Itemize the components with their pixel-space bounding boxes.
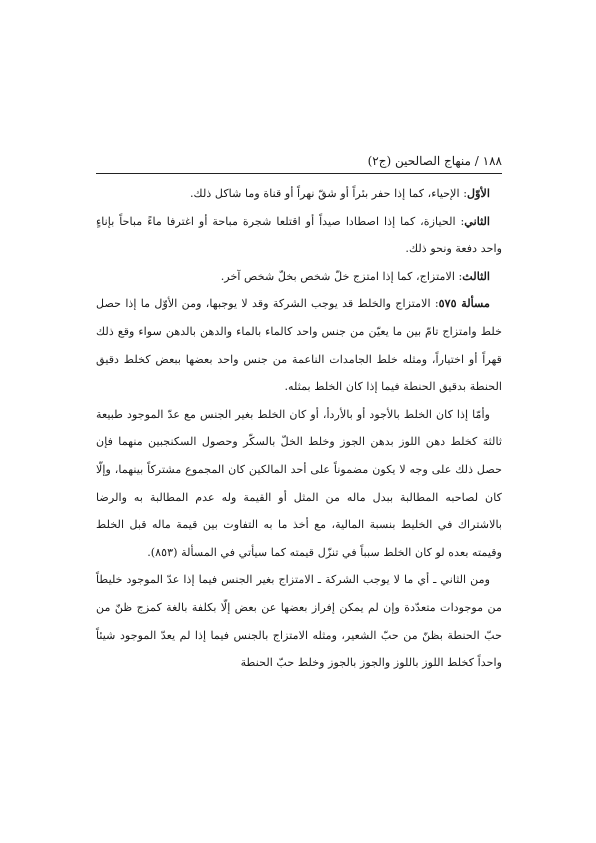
running-header: ١٨٨ / منهاج الصالحين (ج٢) bbox=[367, 154, 502, 168]
paragraph-text: : الإحياء، كما إذا حفر بئراً أو شقّ نهراً أو قناة وما شاكل ذلك. bbox=[189, 187, 467, 200]
paragraph-second-type bbox=[96, 566, 502, 676]
issue-number: مسألة ٥٧٥ bbox=[438, 296, 490, 311]
paragraph-second bbox=[96, 208, 502, 263]
paragraph-third bbox=[96, 263, 502, 291]
paragraph-first bbox=[96, 180, 502, 208]
paragraph-mixing-better bbox=[96, 401, 502, 567]
paragraph-text: : الحيازة، كما إذا اصطادا صيداً أو اقتلعا شجرة مباحة أو اغترفا ماءً مباحاً بإناءٍ واحد دفعة ونحو ذلك. bbox=[96, 214, 502, 256]
paragraph-text: ومن الثاني ـ أي ما لا يوجب الشركة ـ الامتزاج بغير الجنس فيما إذا عدّ الموجود خليطاً من موجودات متعدّدة وإن لم يمكن إفراز بعضها عن بعض إلّا بكلفة بالغة كمزج ظنّ من حبّ الحنطة بظنّ من حبّ الشعير، ومثله الامتزاج بالجنس فيما إذا لم يعدّ الموجود شيئاً واحداً كخلط اللوز باللوز والجوز بالجوز وخلط حبّ الحنطة bbox=[96, 573, 502, 670]
paragraph-text: : الامتزاج والخلط قد يوجب الشركة وقد لا يوجبها، ومن الأوّل ما إذا حصل خلط وامتزاج تامّ بين ما يعيّن من جنس واحد كالماء بالماء والدهن بالدهن سواء وقع ذلك قهراً أو اختياراً، ومثله خلط الجامدات الناعمة من جنس واحد بعضها ببعض كخلط دقيق الحنطة بدقيق الحنطة فيما إذا كان الخلط بمثله. bbox=[96, 297, 502, 394]
paragraph-text: : الامتزاج، كما إذا امتزج خلّ شخص بخلّ شخص آخر. bbox=[220, 269, 463, 283]
body-text bbox=[96, 180, 502, 677]
paragraph-text: وأمّا إذا كان الخلط بالأجود أو بالأردأ، أو كان الخلط بغير الجنس مع عدّ الموجود طبيعة ثالثة كخلط دهن اللوز بدهن الجوز وخلط الخلّ بالسكّر وحصول السكنجبين منهما فإن حصل ذلك على وجه لا يكون مضموناً على أحد المالكين كان المجموع مشتركاً بينهما، وإلّا كان لصاحبه المطالبة ببدل ماله من المثل أو القيمة وله عدم المطالبة به والرضا بالاشتراك في الخليط بنسبة المالية، مع أخذ ما به التفاوت بين قيمة ماله قبل الخلط وقيمته بعده لو كان الخلط سبباً في تنزّل قيمته كما سيأتي في المسألة (٨٥٣). bbox=[96, 407, 502, 559]
header-divider bbox=[96, 173, 502, 174]
paragraph-term: الثاني bbox=[464, 213, 490, 228]
paragraph-term: الثالث bbox=[462, 268, 490, 283]
paragraph-issue-575 bbox=[96, 290, 502, 400]
paragraph-term: الأوّل bbox=[466, 186, 490, 200]
